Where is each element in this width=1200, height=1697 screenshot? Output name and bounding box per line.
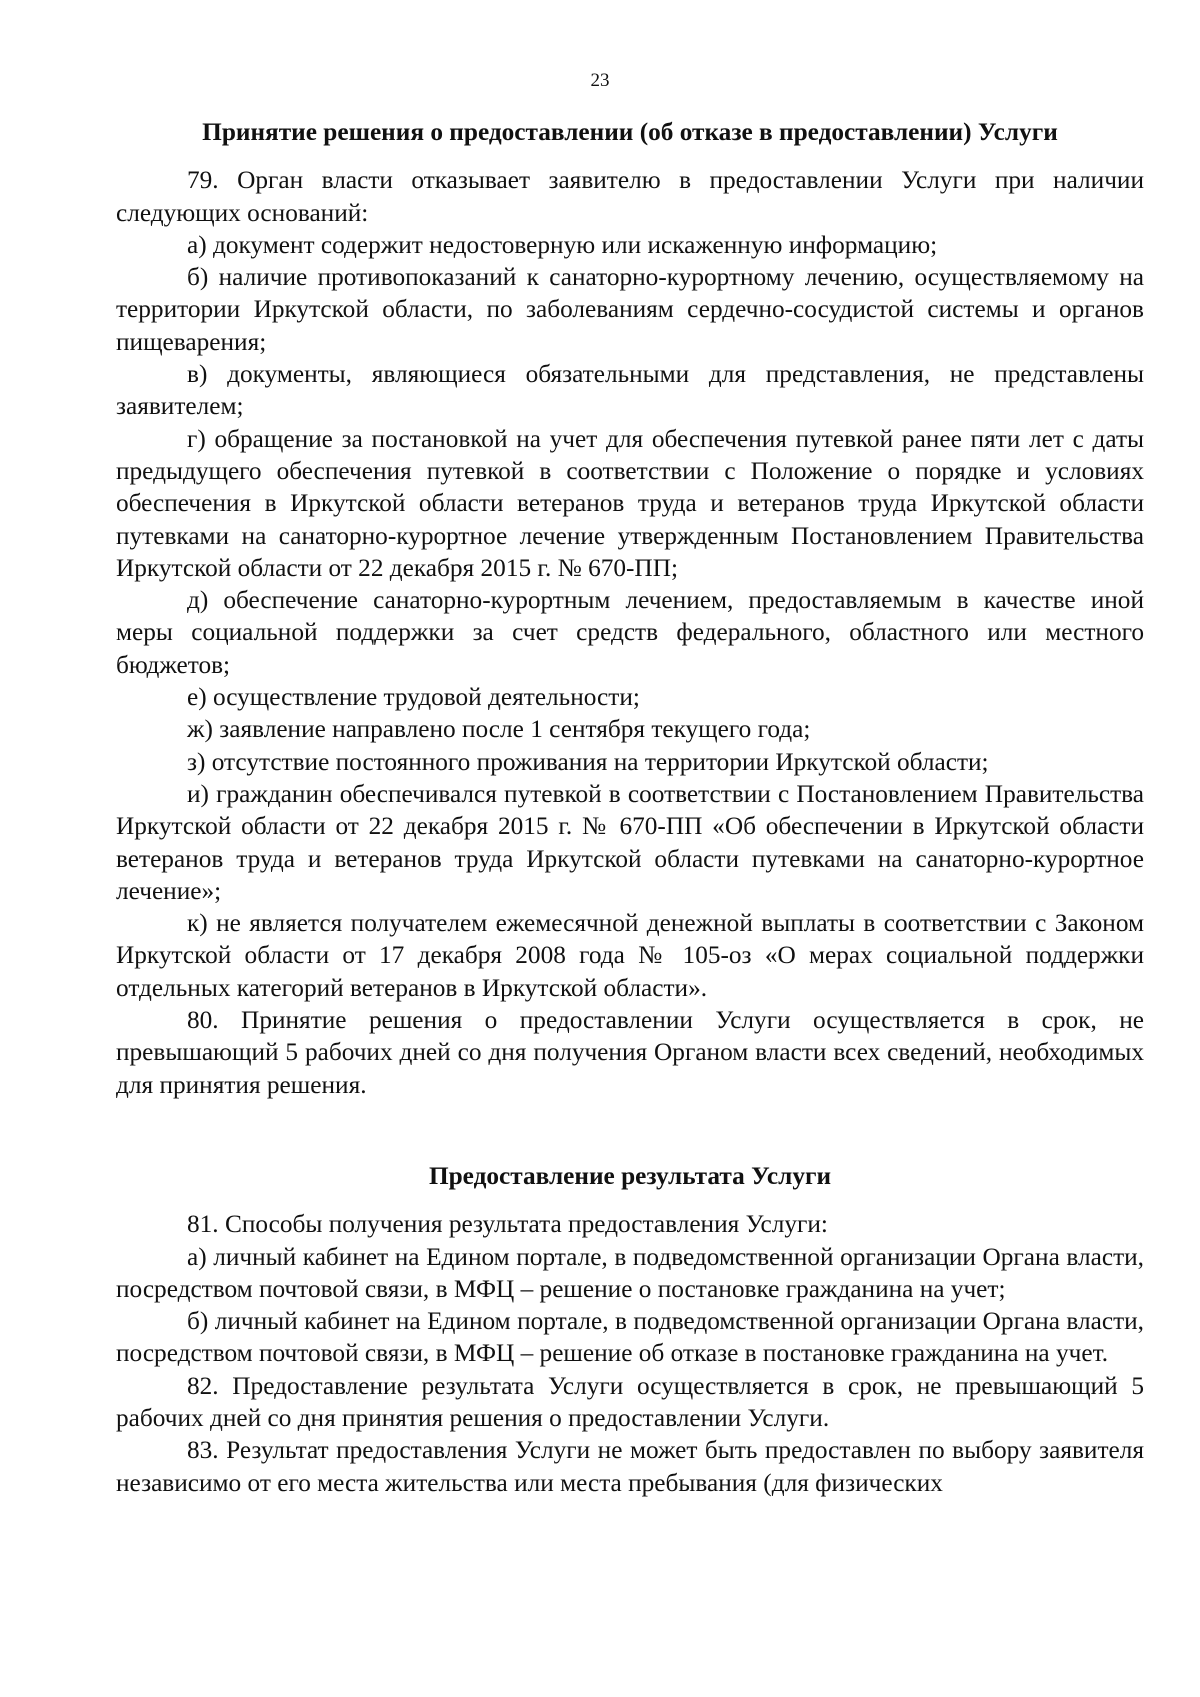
list-item-79v: в) документы, являющиеся обязательными для представления, не представлены заявителем; bbox=[116, 360, 1144, 421]
paragraph-81: 81. Способы получения результата предоставления Услуги: bbox=[187, 1210, 828, 1239]
paragraph-80: 80. Принятие решения о предоставлении Услуги осуществляется в срок, не превышающий 5 рабочих дней со дня получения Органом власти всех сведений, необходимых для принятия решения. bbox=[116, 1006, 1144, 1099]
section-heading-decision: Принятие решения о предоставлении (об отказе в предоставлении) Услуги bbox=[202, 118, 1058, 146]
list-item-79i: и) гражданин обеспечивался путевкой в соответствии с Постановлением Правительства Иркутской области от 22 декабря 2015 г. № 670-ПП «Об обеспечении в Иркутской области ветеранов труда и ветеранов труда Иркутской области путевками на санаторно-курортное лечение»; bbox=[116, 779, 1144, 905]
paragraph-83: 83. Результат предоставления Услуги не может быть предоставлен по выбору заявителя независимо от его места жительства или места пребывания (для физических bbox=[116, 1436, 1144, 1497]
list-item-81a: а) личный кабинет на Едином портале, в подведомственной организации Органа власти, посредством почтовой связи, в МФЦ – решение о постановке гражданина на учет; bbox=[116, 1242, 1144, 1303]
section-heading-result: Предоставление результата Услуги bbox=[428, 1161, 832, 1190]
paragraph-79: 79. Орган власти отказывает заявителю в предоставлении Услуги при наличии следующих оснований: bbox=[116, 166, 1144, 227]
document-body bbox=[116, 116, 1144, 1499]
list-item-79zh: ж) заявление направлено после 1 сентября текущего года; bbox=[187, 715, 811, 744]
list-item-79a: а) документ содержит недостоверную или искаженную информацию; bbox=[187, 230, 938, 259]
list-item-81b: б) личный кабинет на Едином портале, в подведомственной организации Органа власти, посредством почтовой связи, в МФЦ – решение об отказе в постановке гражданина на учет. bbox=[116, 1307, 1144, 1368]
list-item-79z: з) отсутствие постоянного проживания на территории Иркутской области; bbox=[187, 747, 989, 776]
list-item-79k: к) не является получателем ежемесячной денежной выплаты в соответствии с Законом Иркутской области от 17 декабря 2008 года № 105-оз «О мерах социальной поддержки отдельных категорий ветеранов в Иркутской области». bbox=[116, 909, 1144, 1002]
list-item-79g: г) обращение за постановкой на учет для обеспечения путевкой ранее пяти лет с даты предыдущего обеспечения путевкой в соответствии с Положение о порядке и условиях обеспечения в Иркутской области ветеранов труда и ветеранов труда Иркутской области путевками на санаторно-курортное лечение утвержденным Постановлением Правительства Иркутской области от 22 декабря 2015 г. № 670-ПП; bbox=[116, 424, 1144, 582]
page-number: 23 bbox=[590, 70, 610, 91]
list-item-79e: е) осуществление трудовой деятельности; bbox=[187, 683, 640, 712]
paragraph-82: 82. Предоставление результата Услуги осуществляется в срок, не превышающий 5 рабочих дней со дня принятия решения о предоставлении Услуги. bbox=[116, 1371, 1144, 1432]
list-item-79d: д) обеспечение санаторно-курортным лечением, предоставляемым в качестве иной меры социальной поддержки за счет средств федерального, областного или местного бюджетов; bbox=[116, 586, 1144, 679]
list-item-79b: б) наличие противопоказаний к санаторно-курортному лечению, осуществляемому на территории Иркутской области, по заболеваниям сердечно-сосудистой системы и органов пищеварения; bbox=[116, 263, 1144, 356]
